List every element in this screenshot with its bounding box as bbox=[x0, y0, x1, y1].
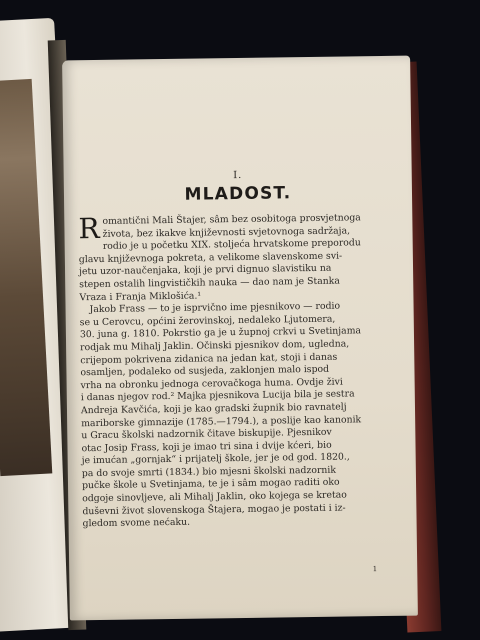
chapter-title: MLADOST. bbox=[184, 183, 292, 205]
paragraph-1 bbox=[78, 212, 397, 305]
text-line: glavu književnoga pokreta, a velikome slavenskome svi- bbox=[78, 250, 343, 266]
text-line: rodjak mu Mihalj Jaklin. Očinski pjesnikov dom, ugledna, bbox=[80, 338, 350, 354]
text-line: Andreja Kavčića, koji je kao gradski župnik bio ravnatelj bbox=[80, 401, 347, 417]
text-line: 30. juna g. 1810. Pokrstio ga je u župnoj crkvi u Svetinjama bbox=[79, 325, 362, 341]
chapter-number: I. bbox=[233, 169, 243, 182]
text-line: u Gracu školski nadzornik čitave biskupije. Pjesnikov bbox=[81, 426, 332, 442]
text-line: života, bez ikakve književnosti svjetovnoga sadržaja, bbox=[102, 225, 351, 240]
text-line: je imućan „gornjak“ i prijatelj škole, jer je od god. 1820., bbox=[81, 451, 350, 467]
text-line: jetu uzor-naučenjaka, koji je prvi dignuo slavistiku na bbox=[78, 263, 332, 278]
text-line: mariborske gimnazije (1785.—1794.), a poslije kao kanonik bbox=[81, 413, 362, 429]
text-line: odgoje sinovljeve, ali Mihalj Jaklin, oko kojega se kretao bbox=[82, 489, 347, 505]
text-line: pa do svoje smrti (1834.) bio mjesni školski nadzornik bbox=[81, 464, 337, 480]
text-line: vrha na obronku jednoga cerovačkoga huma. Ovdje živi bbox=[80, 376, 343, 391]
text-line: gledom svome nećaku. bbox=[82, 516, 191, 530]
text-line: otac Josip Frass, koji je imao tri sina i dvije kćeri, bio bbox=[81, 439, 332, 454]
text-line: crijepom pokrivena zidanica na jedan kat, stoji i danas bbox=[80, 351, 338, 366]
paragraph-2 bbox=[80, 300, 401, 531]
text-line: duševni život slovenskoga Štajera, mogao je postati i iz- bbox=[82, 502, 346, 517]
text-line: omantični Mali Štajer, sâm bez osobitoga prosvjetnoga bbox=[102, 212, 361, 227]
body-text bbox=[78, 212, 400, 531]
text-line: Jakob Frass — to je isprvično ime pjesnikovo — rodio bbox=[89, 300, 341, 316]
text-line: Vraza i Franja Miklošića.¹ bbox=[79, 290, 202, 303]
text-line: stepen ostalih lingvističkih nauka — dao nam je Stanka bbox=[79, 275, 340, 291]
text-line: i danas njegov rod.² Majka pjesnikova Lucija bila je sestra bbox=[80, 388, 355, 404]
drop-cap: R bbox=[78, 211, 100, 246]
text-line: se u Cerovcu, općini žerovinskoj, nedaleko Ljutomera, bbox=[79, 313, 336, 328]
text-line: pučke škole u Svetinjama, te je i sâm mogao raditi oko bbox=[81, 477, 340, 492]
text-line: osamljen, podaleko od susjeda, zaklonjen malo ispod bbox=[80, 363, 330, 379]
page-number: 1 bbox=[372, 565, 378, 574]
book-page bbox=[62, 56, 418, 621]
text-line: rodio je u početku XIX. stoljeća hrvatskome preporodu bbox=[102, 237, 361, 253]
